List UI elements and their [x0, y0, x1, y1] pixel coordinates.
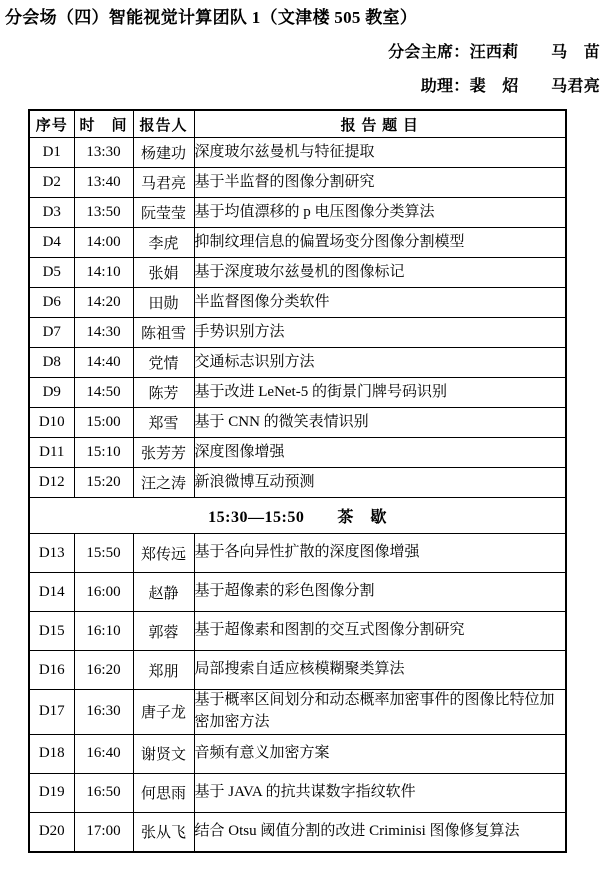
- speaker-cell: 田勋: [133, 288, 194, 318]
- table-row: [29, 288, 566, 318]
- time-cell: 16:20: [74, 651, 133, 690]
- speaker-cell: 张从飞: [133, 812, 194, 852]
- time-cell: 14:50: [74, 378, 133, 408]
- speaker-cell: 郑雪: [133, 408, 194, 438]
- speaker-cell: 陈祖雪: [133, 318, 194, 348]
- table-row: [29, 348, 566, 378]
- serial-cell: D1: [29, 138, 74, 168]
- tea-break-cell: 15:30—15:50 茶 歇: [29, 498, 566, 534]
- session-chairs-line: 分会主席：汪西莉 马 苗: [388, 44, 600, 61]
- topic-cell: 音频有意义加密方案: [194, 734, 566, 773]
- speaker-cell: 郑朋: [133, 651, 194, 690]
- serial-cell: D3: [29, 198, 74, 228]
- time-cell: 16:40: [74, 734, 133, 773]
- header-speaker: 报告人: [133, 110, 194, 138]
- table-row: [29, 812, 566, 852]
- time-cell: 16:30: [74, 690, 133, 735]
- table-row: [29, 258, 566, 288]
- tea-break-row: [29, 498, 566, 534]
- table-row: [29, 734, 566, 773]
- serial-cell: D15: [29, 612, 74, 651]
- serial-cell: D2: [29, 168, 74, 198]
- topic-cell: 基于超像素的彩色图像分割: [194, 573, 566, 612]
- speaker-cell: 汪之涛: [133, 468, 194, 498]
- serial-cell: D18: [29, 734, 74, 773]
- time-cell: 14:30: [74, 318, 133, 348]
- topic-cell: 深度玻尔兹曼机与特征提取: [194, 138, 566, 168]
- speaker-cell: 李虎: [133, 228, 194, 258]
- topic-cell: 基于均值漂移的 p 电压图像分类算法: [194, 198, 566, 228]
- time-cell: 16:00: [74, 573, 133, 612]
- serial-cell: D12: [29, 468, 74, 498]
- time-cell: 15:50: [74, 534, 133, 573]
- speaker-cell: 何思雨: [133, 773, 194, 812]
- speaker-cell: 陈芳: [133, 378, 194, 408]
- table-row: [29, 534, 566, 573]
- header-topic: 报 告 题 目: [194, 110, 566, 138]
- table-row: [29, 198, 566, 228]
- table-row: [29, 438, 566, 468]
- topic-cell: 局部搜索自适应核模糊聚类算法: [194, 651, 566, 690]
- time-cell: 14:00: [74, 228, 133, 258]
- speaker-cell: 马君亮: [133, 168, 194, 198]
- speaker-cell: 杨建功: [133, 138, 194, 168]
- serial-cell: D14: [29, 573, 74, 612]
- topic-cell: 深度图像增强: [194, 438, 566, 468]
- header-row: [29, 110, 566, 138]
- table-row: [29, 468, 566, 498]
- time-cell: 17:00: [74, 812, 133, 852]
- topic-cell: 基于深度玻尔兹曼机的图像标记: [194, 258, 566, 288]
- table-row: [29, 408, 566, 438]
- speaker-cell: 张芳芳: [133, 438, 194, 468]
- schedule-table-header: [29, 110, 566, 138]
- serial-cell: D19: [29, 773, 74, 812]
- time-cell: 15:10: [74, 438, 133, 468]
- topic-cell: 基于概率区间划分和动态概率加密事件的图像比特位加密加密方法: [194, 690, 566, 735]
- table-row: [29, 651, 566, 690]
- table-row: [29, 318, 566, 348]
- speaker-cell: 郭蓉: [133, 612, 194, 651]
- schedule-table-body: [29, 138, 566, 852]
- header-serial: 序号: [29, 110, 74, 138]
- table-row: [29, 378, 566, 408]
- serial-cell: D16: [29, 651, 74, 690]
- table-row: [29, 138, 566, 168]
- time-cell: 13:50: [74, 198, 133, 228]
- serial-cell: D11: [29, 438, 74, 468]
- time-cell: 14:20: [74, 288, 133, 318]
- header-time: 时 间: [74, 110, 133, 138]
- time-cell: 13:40: [74, 168, 133, 198]
- serial-cell: D5: [29, 258, 74, 288]
- speaker-cell: 唐子龙: [133, 690, 194, 735]
- topic-cell: 新浪微博互动预测: [194, 468, 566, 498]
- speaker-cell: 党情: [133, 348, 194, 378]
- time-cell: 15:00: [74, 408, 133, 438]
- table-row: [29, 773, 566, 812]
- time-cell: 14:40: [74, 348, 133, 378]
- serial-cell: D17: [29, 690, 74, 735]
- page-title: 分会场（四）智能视觉计算团队 1（文津楼 505 教室）: [5, 8, 418, 27]
- time-cell: 16:10: [74, 612, 133, 651]
- topic-cell: 基于 JAVA 的抗共谋数字指纹软件: [194, 773, 566, 812]
- topic-cell: 基于各向异性扩散的深度图像增强: [194, 534, 566, 573]
- table-row: [29, 612, 566, 651]
- topic-cell: 基于半监督的图像分割研究: [194, 168, 566, 198]
- serial-cell: D6: [29, 288, 74, 318]
- topic-cell: 手势识别方法: [194, 318, 566, 348]
- session-assistants-line: 助理：裴 炤 马君亮: [420, 78, 600, 95]
- serial-cell: D20: [29, 812, 74, 852]
- topic-cell: 交通标志识别方法: [194, 348, 566, 378]
- speaker-cell: 赵静: [133, 573, 194, 612]
- topic-cell: 基于改进 LeNet-5 的街景门牌号码识别: [194, 378, 566, 408]
- time-cell: 14:10: [74, 258, 133, 288]
- serial-cell: D7: [29, 318, 74, 348]
- table-row: [29, 573, 566, 612]
- schedule-table: [28, 109, 567, 853]
- table-row: [29, 228, 566, 258]
- topic-cell: 半监督图像分类软件: [194, 288, 566, 318]
- serial-cell: D9: [29, 378, 74, 408]
- topic-cell: 抑制纹理信息的偏置场变分图像分割模型: [194, 228, 566, 258]
- speaker-cell: 阮莹莹: [133, 198, 194, 228]
- serial-cell: D10: [29, 408, 74, 438]
- serial-cell: D8: [29, 348, 74, 378]
- speaker-cell: 张娟: [133, 258, 194, 288]
- topic-cell: 结合 Otsu 阈值分割的改进 Criminisi 图像修复算法: [194, 812, 566, 852]
- topic-cell: 基于超像素和图割的交互式图像分割研究: [194, 612, 566, 651]
- topic-cell: 基于 CNN 的微笑表情识别: [194, 408, 566, 438]
- table-row: [29, 690, 566, 735]
- time-cell: 15:20: [74, 468, 133, 498]
- serial-cell: D4: [29, 228, 74, 258]
- serial-cell: D13: [29, 534, 74, 573]
- table-row: [29, 168, 566, 198]
- time-cell: 13:30: [74, 138, 133, 168]
- speaker-cell: 谢贤文: [133, 734, 194, 773]
- time-cell: 16:50: [74, 773, 133, 812]
- speaker-cell: 郑传远: [133, 534, 194, 573]
